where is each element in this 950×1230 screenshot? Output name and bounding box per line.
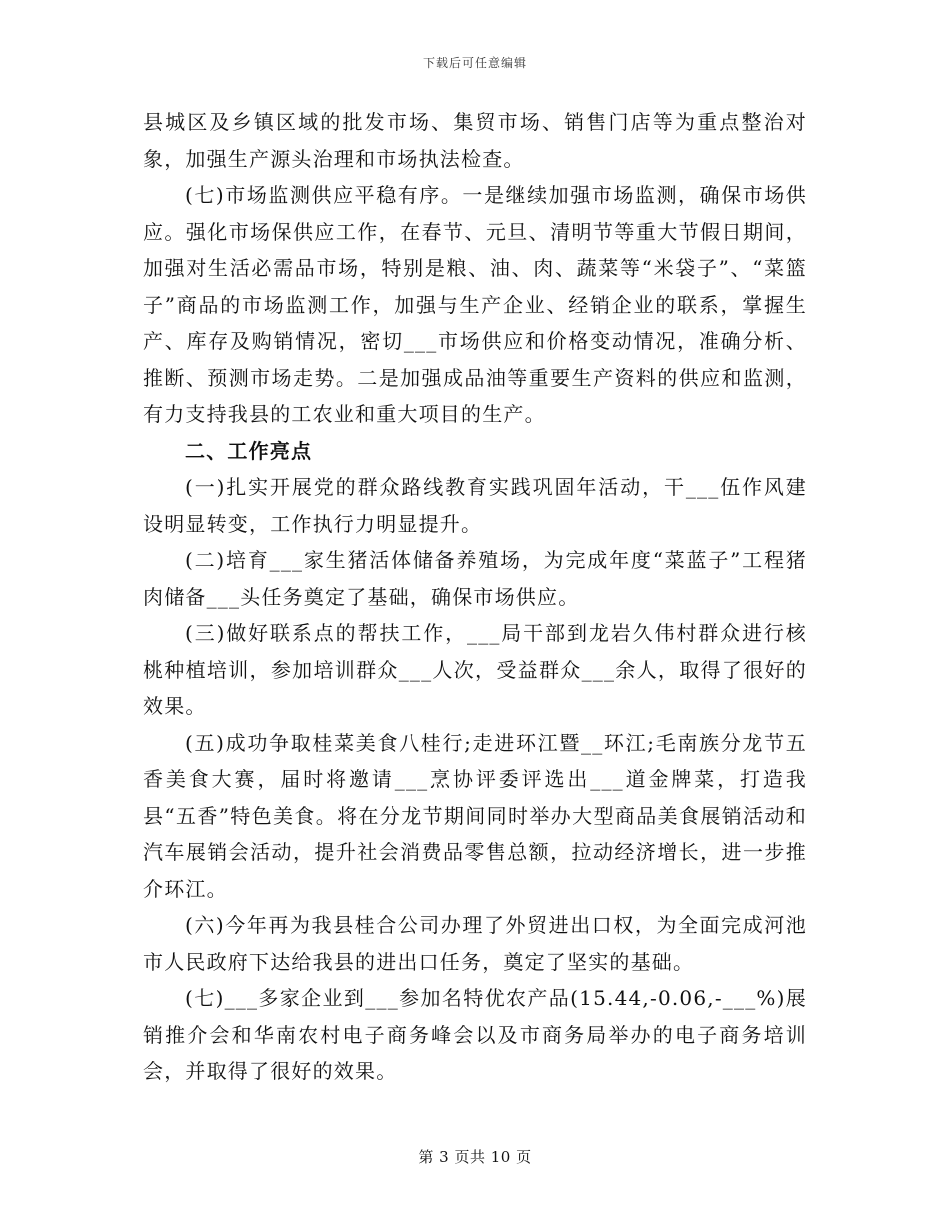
paragraph-highlight-7: (七)___多家企业到___参加名特优农产品(15.44,-0.06,-___%)展销推介会和华南农村电子商务峰会以及市商务局举办的电子商务培训会，并取得了很好的效果。: [143, 986, 807, 1083]
paragraph-market-monitoring: (七)市场监测供应平稳有序。一是继续加强市场监测，确保市场供应。强化市场保供应工作，在春节、元旦、清明节等重大节假日期间，加强对生活必需品市场，特别是粮、油、肉、蔬菜等“米袋子”、“菜篮子”商品的市场监测工作，加强与生产企业、经销企业的联系，掌握生产、库存及购销情况，密切___市场供应和价格变动情况，准确分析、推断、预测市场走势。二是加强成品油等重要生产资料的供应和监测，有力支持我县的工农业和重大项目的生产。: [143, 183, 807, 426]
section-heading-highlights: 二、工作亮点: [185, 438, 313, 463]
page-number: 第 3 页共 10 页: [418, 1148, 532, 1166]
page-header: 下载后可任意编辑: [422, 56, 527, 70]
paragraph-highlight-3: (三)做好联系点的帮扶工作，___局干部到龙岩久伟村群众进行核桃种植培训，参加培训群众___人次，受益群众___余人，取得了很好的效果。: [143, 621, 807, 718]
paragraph-highlight-6: (六)今年再为我县桂合公司办理了外贸进出口权，为全面完成河池市人民政府下达给我县的进出口任务，奠定了坚实的基础。: [143, 913, 807, 974]
paragraph-highlight-2: (二)培育___家生猪活体储备养殖场，为完成年度“菜蓝子”工程猪肉储备___头任务奠定了基础，确保市场供应。: [143, 548, 807, 609]
paragraph-continued: 县城区及乡镇区域的批发市场、集贸市场、销售门店等为重点整治对象，加强生产源头治理和市场执法检查。: [143, 110, 807, 171]
paragraph-highlight-5: (五)成功争取桂菜美食八桂行;走进环江暨__环江;毛南族分龙节五香美食大赛，届时将邀请___烹协评委评选出___道金牌菜，打造我县“五香”特色美食。将在分龙节期间同时举办大型商品美食展销活动和汽车展销会活动，提升社会消费品零售总额，拉动经济增长，进一步推介环江。: [143, 730, 807, 901]
paragraph-highlight-1: (一)扎实开展党的群众路线教育实践巩固年活动，干___伍作风建设明显转变，工作执行力明显提升。: [143, 475, 807, 536]
document-body: [143, 104, 807, 1090]
